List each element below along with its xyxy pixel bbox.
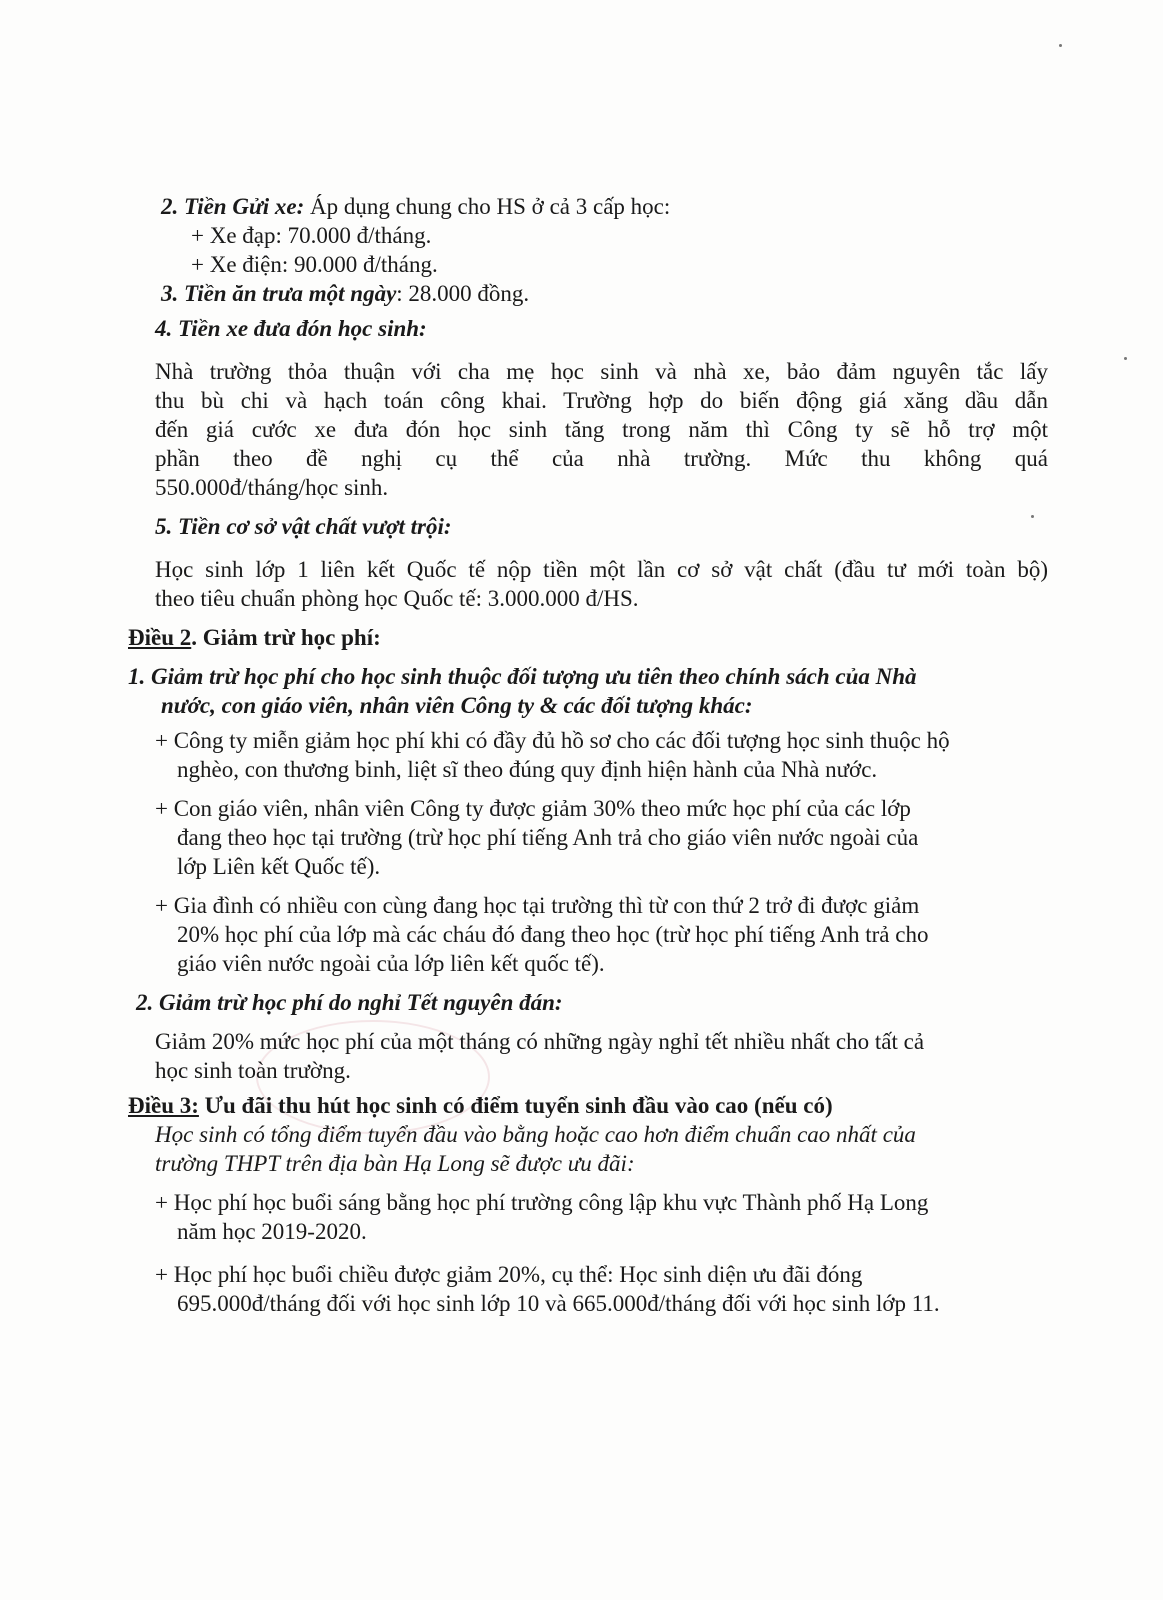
- item2-bullet: + Xe đạp: 70.000 đ/tháng.: [191, 223, 432, 248]
- dieu3-intro: Học sinh có tổng điểm tuyển đầu vào bằng hoặc cao hơn điểm chuẩn cao nhất của trường THPT trên địa bàn Hạ Long sẽ được ưu đãi:: [155, 1122, 916, 1176]
- item5-paragraph: Học sinh lớp 1 liên kết Quốc tế nộp tiền một lần cơ sở vật chất (đầu tư mới toàn bộ) theo tiêu chuẩn phòng học Quốc tế: 3.000.000 đ/HS.: [155, 557, 1048, 611]
- dieu3-heading: Điều 3: Ưu đãi thu hút học sinh có điểm tuyển sinh đầu vào cao (nếu có): [128, 1093, 833, 1118]
- dieu2-heading: Điều 2. Giảm trừ học phí:: [128, 625, 381, 650]
- dieu3-bullet: + Học phí học buổi chiều được giảm 20%, cụ thể: Học sinh diện ưu đãi đóng 695.000đ/tháng đối với học sinh lớp 10 và 665.000đ/tháng đối với học sinh lớp 11.: [155, 1262, 940, 1316]
- item2-bullet: + Xe điện: 90.000 đ/tháng.: [191, 252, 438, 277]
- item3-line: 3. Tiền ăn trưa một ngày: 28.000 đồng.: [161, 281, 530, 306]
- dieu2-bullet: + Gia đình có nhiều con cùng đang học tại trường thì từ con thứ 2 trở đi được giảm 20% học phí của lớp mà các cháu đó đang theo học (trừ học phí tiếng Anh trả cho giáo viên nước ngoài của lớp liên kết quốc tế).: [155, 893, 929, 976]
- dieu2-sub1-heading: 1. Giảm trừ học phí cho học sinh thuộc đối tượng ưu tiên theo chính sách của Nhà nước, con giáo viên, nhân viên Công ty & các đối tượng khác:: [128, 664, 917, 718]
- item4-paragraph: Nhà trường thỏa thuận với cha mẹ học sinh và nhà xe, bảo đảm nguyên tắc lấy thu bù chi và hạch toán công khai. Trường hợp do biến động giá xăng dầu dẫn đến giá cước xe đưa đón học sinh tăng trong năm thì Công ty sẽ hỗ trợ một phần theo đề nghị cụ thể của nhà trường. Mức thu không quá 550.000đ/tháng/học sinh.: [155, 359, 1048, 500]
- dieu2-bullet: + Công ty miễn giảm học phí khi có đầy đủ hồ sơ cho các đối tượng học sinh thuộc hộ nghèo, con thương binh, liệt sĩ theo đúng quy định hiện hành của Nhà nước.: [155, 728, 950, 782]
- dieu3-bullet: + Học phí học buổi sáng bằng học phí trường công lập khu vực Thành phố Hạ Long năm học 2019-2020.: [155, 1190, 929, 1244]
- item5-heading: 5. Tiền cơ sở vật chất vượt trội:: [155, 514, 452, 539]
- scan-speck: [1124, 357, 1127, 360]
- dieu2-bullet: + Con giáo viên, nhân viên Công ty được giảm 30% theo mức học phí của các lớp đang theo học tại trường (trừ học phí tiếng Anh trả cho giáo viên nước ngoài của lớp Liên kết Quốc tế).: [155, 796, 919, 879]
- dieu2-sub2-paragraph: Giảm 20% mức học phí của một tháng có những ngày nghỉ tết nhiều nhất cho tất cả học sinh toàn trường.: [155, 1029, 925, 1083]
- item4-heading: 4. Tiền xe đưa đón học sinh:: [155, 316, 427, 341]
- dieu2-sub2-heading: 2. Giảm trừ học phí do nghỉ Tết nguyên đán:: [136, 990, 563, 1015]
- document-body: [128, 192, 1048, 1318]
- item2-heading: 2. Tiền Gửi xe: Áp dụng chung cho HS ở cả 3 cấp học:: [161, 194, 671, 219]
- scan-speck: [1059, 44, 1062, 47]
